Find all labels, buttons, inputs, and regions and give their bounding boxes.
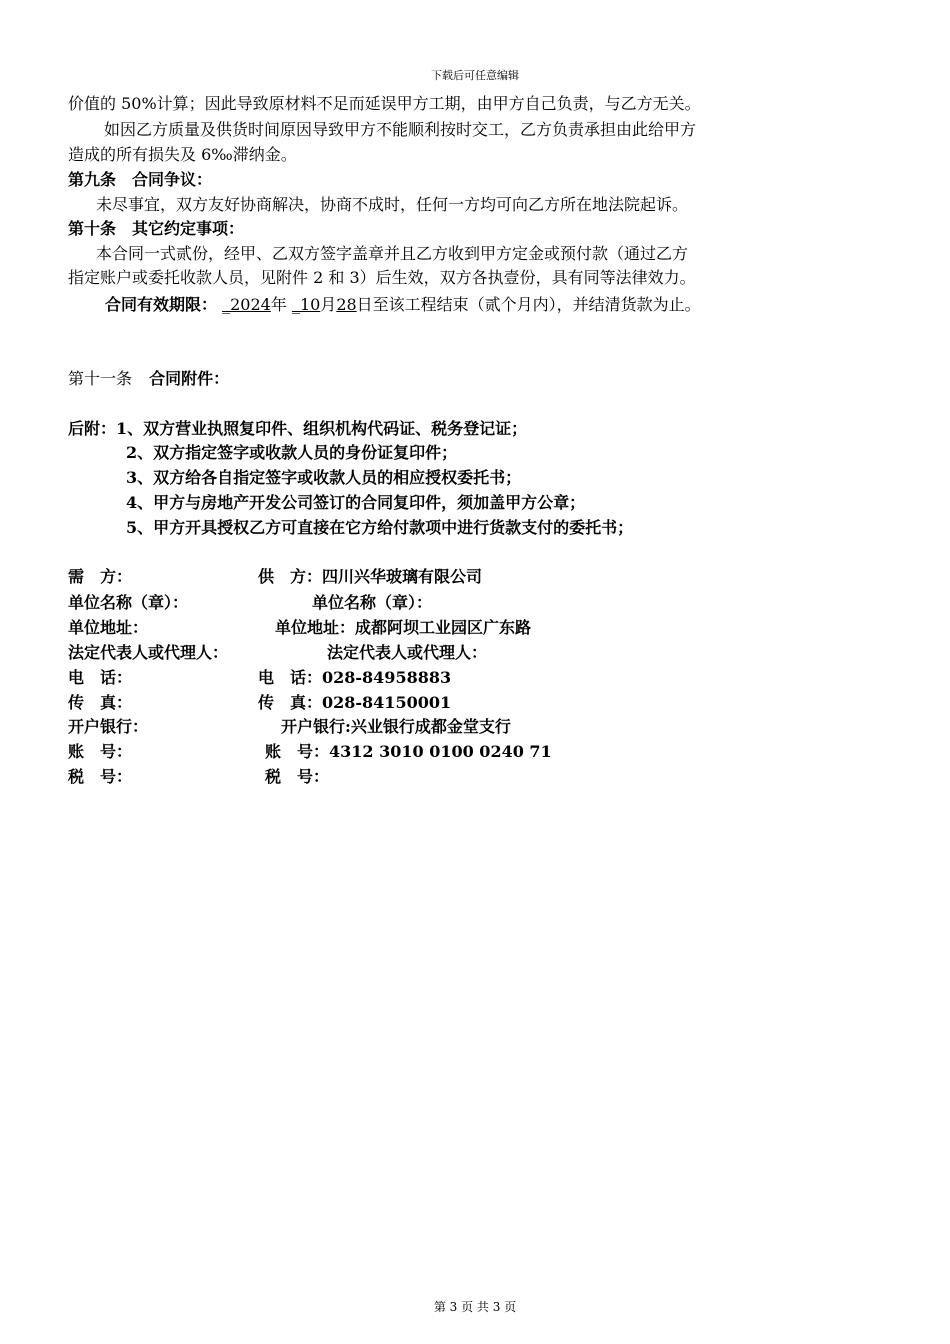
validity-label: 合同有效期限： bbox=[105, 295, 218, 314]
attachment-item: 3、双方给各自指定签字或收款人员的相应授权委托书； bbox=[126, 468, 522, 487]
article-10-title: 第十条 其它约定事项： bbox=[68, 219, 245, 238]
article-9-title: 第九条 合同争议： bbox=[68, 170, 213, 189]
day-unit: 日至该工程结束（贰个月内），并结清货款为止。 bbox=[356, 295, 701, 314]
validity-day: 28 bbox=[336, 295, 357, 314]
paragraph-line: 造成的所有损失及 6‰滞纳金。 bbox=[68, 145, 297, 164]
seller-field: 单位名称（章）： bbox=[312, 593, 433, 612]
seller-field: 账 号：4312 3010 0100 0240 71 bbox=[265, 742, 552, 761]
seller-field: 传 真：028-84150001 bbox=[258, 693, 452, 712]
paragraph-line: 价值的 50%计算；因此导致原材料不足而延误甲方工期，由甲方自己负责，与乙方无关。 bbox=[68, 94, 701, 113]
attachment-item: 4、甲方与房地产开发公司签订的合同复印件，须加盖甲方公章； bbox=[126, 493, 586, 512]
attachment-item: 后附：1、双方营业执照复印件、组织机构代码证、税务登记证； bbox=[68, 419, 528, 438]
article-10-text: 指定账户或委托收款人员，见附件 2 和 3）后生效，双方各执壹份，具有同等法律效力。 bbox=[68, 268, 696, 287]
seller-field: 税 号： bbox=[265, 767, 330, 786]
buyer-field: 开户银行： bbox=[68, 717, 149, 736]
article-9-text: 未尽事宜，双方友好协商解决，协商不成时，任何一方均可向乙方所在地法院起诉。 bbox=[96, 195, 689, 214]
buyer-field: 需 方： bbox=[68, 567, 133, 586]
article-11-number: 第十一条 bbox=[68, 369, 133, 388]
article-11-title: 合同附件： bbox=[149, 369, 230, 388]
seller-field: 电 话：028-84958883 bbox=[258, 668, 452, 687]
page-footer: 第 3 页 共 3 页 bbox=[433, 1300, 517, 1314]
buyer-field: 电 话： bbox=[68, 668, 133, 687]
validity-month: _10 bbox=[291, 295, 321, 314]
seller-field: 供 方：四川兴华玻璃有限公司 bbox=[258, 567, 483, 586]
buyer-field: 传 真： bbox=[68, 693, 133, 712]
article-11-heading bbox=[68, 369, 229, 389]
validity-year: _2024 bbox=[222, 295, 271, 314]
contract-validity bbox=[105, 295, 701, 315]
paragraph-line: 如因乙方质量及供货时间原因导致甲方不能顺利按时交工，乙方负责承担由此给甲方 bbox=[104, 120, 697, 139]
seller-field: 开户银行:兴业银行成都金堂支行 bbox=[281, 717, 511, 736]
year-unit: 年 bbox=[270, 295, 287, 314]
attachment-item: 5、甲方开具授权乙方可直接在它方给付款项中进行货款支付的委托书； bbox=[126, 518, 634, 537]
buyer-field: 税 号： bbox=[68, 767, 133, 786]
attachment-item: 2、双方指定签字或收款人员的身份证复印件； bbox=[126, 443, 458, 462]
buyer-field: 账 号： bbox=[68, 742, 133, 761]
month-unit: 月 bbox=[320, 295, 337, 314]
article-10-text: 本合同一式贰份，经甲、乙双方签字盖章并且乙方收到甲方定金或预付款（通过乙方 bbox=[96, 244, 689, 263]
seller-field: 单位地址：成都阿坝工业园区广东路 bbox=[275, 618, 532, 637]
page-header: 下载后可任意编辑 bbox=[431, 69, 519, 82]
buyer-field: 单位地址： bbox=[68, 618, 149, 637]
seller-field: 法定代表人或代理人： bbox=[327, 643, 488, 662]
buyer-field: 单位名称（章）： bbox=[68, 593, 189, 612]
buyer-field: 法定代表人或代理人： bbox=[68, 643, 229, 662]
